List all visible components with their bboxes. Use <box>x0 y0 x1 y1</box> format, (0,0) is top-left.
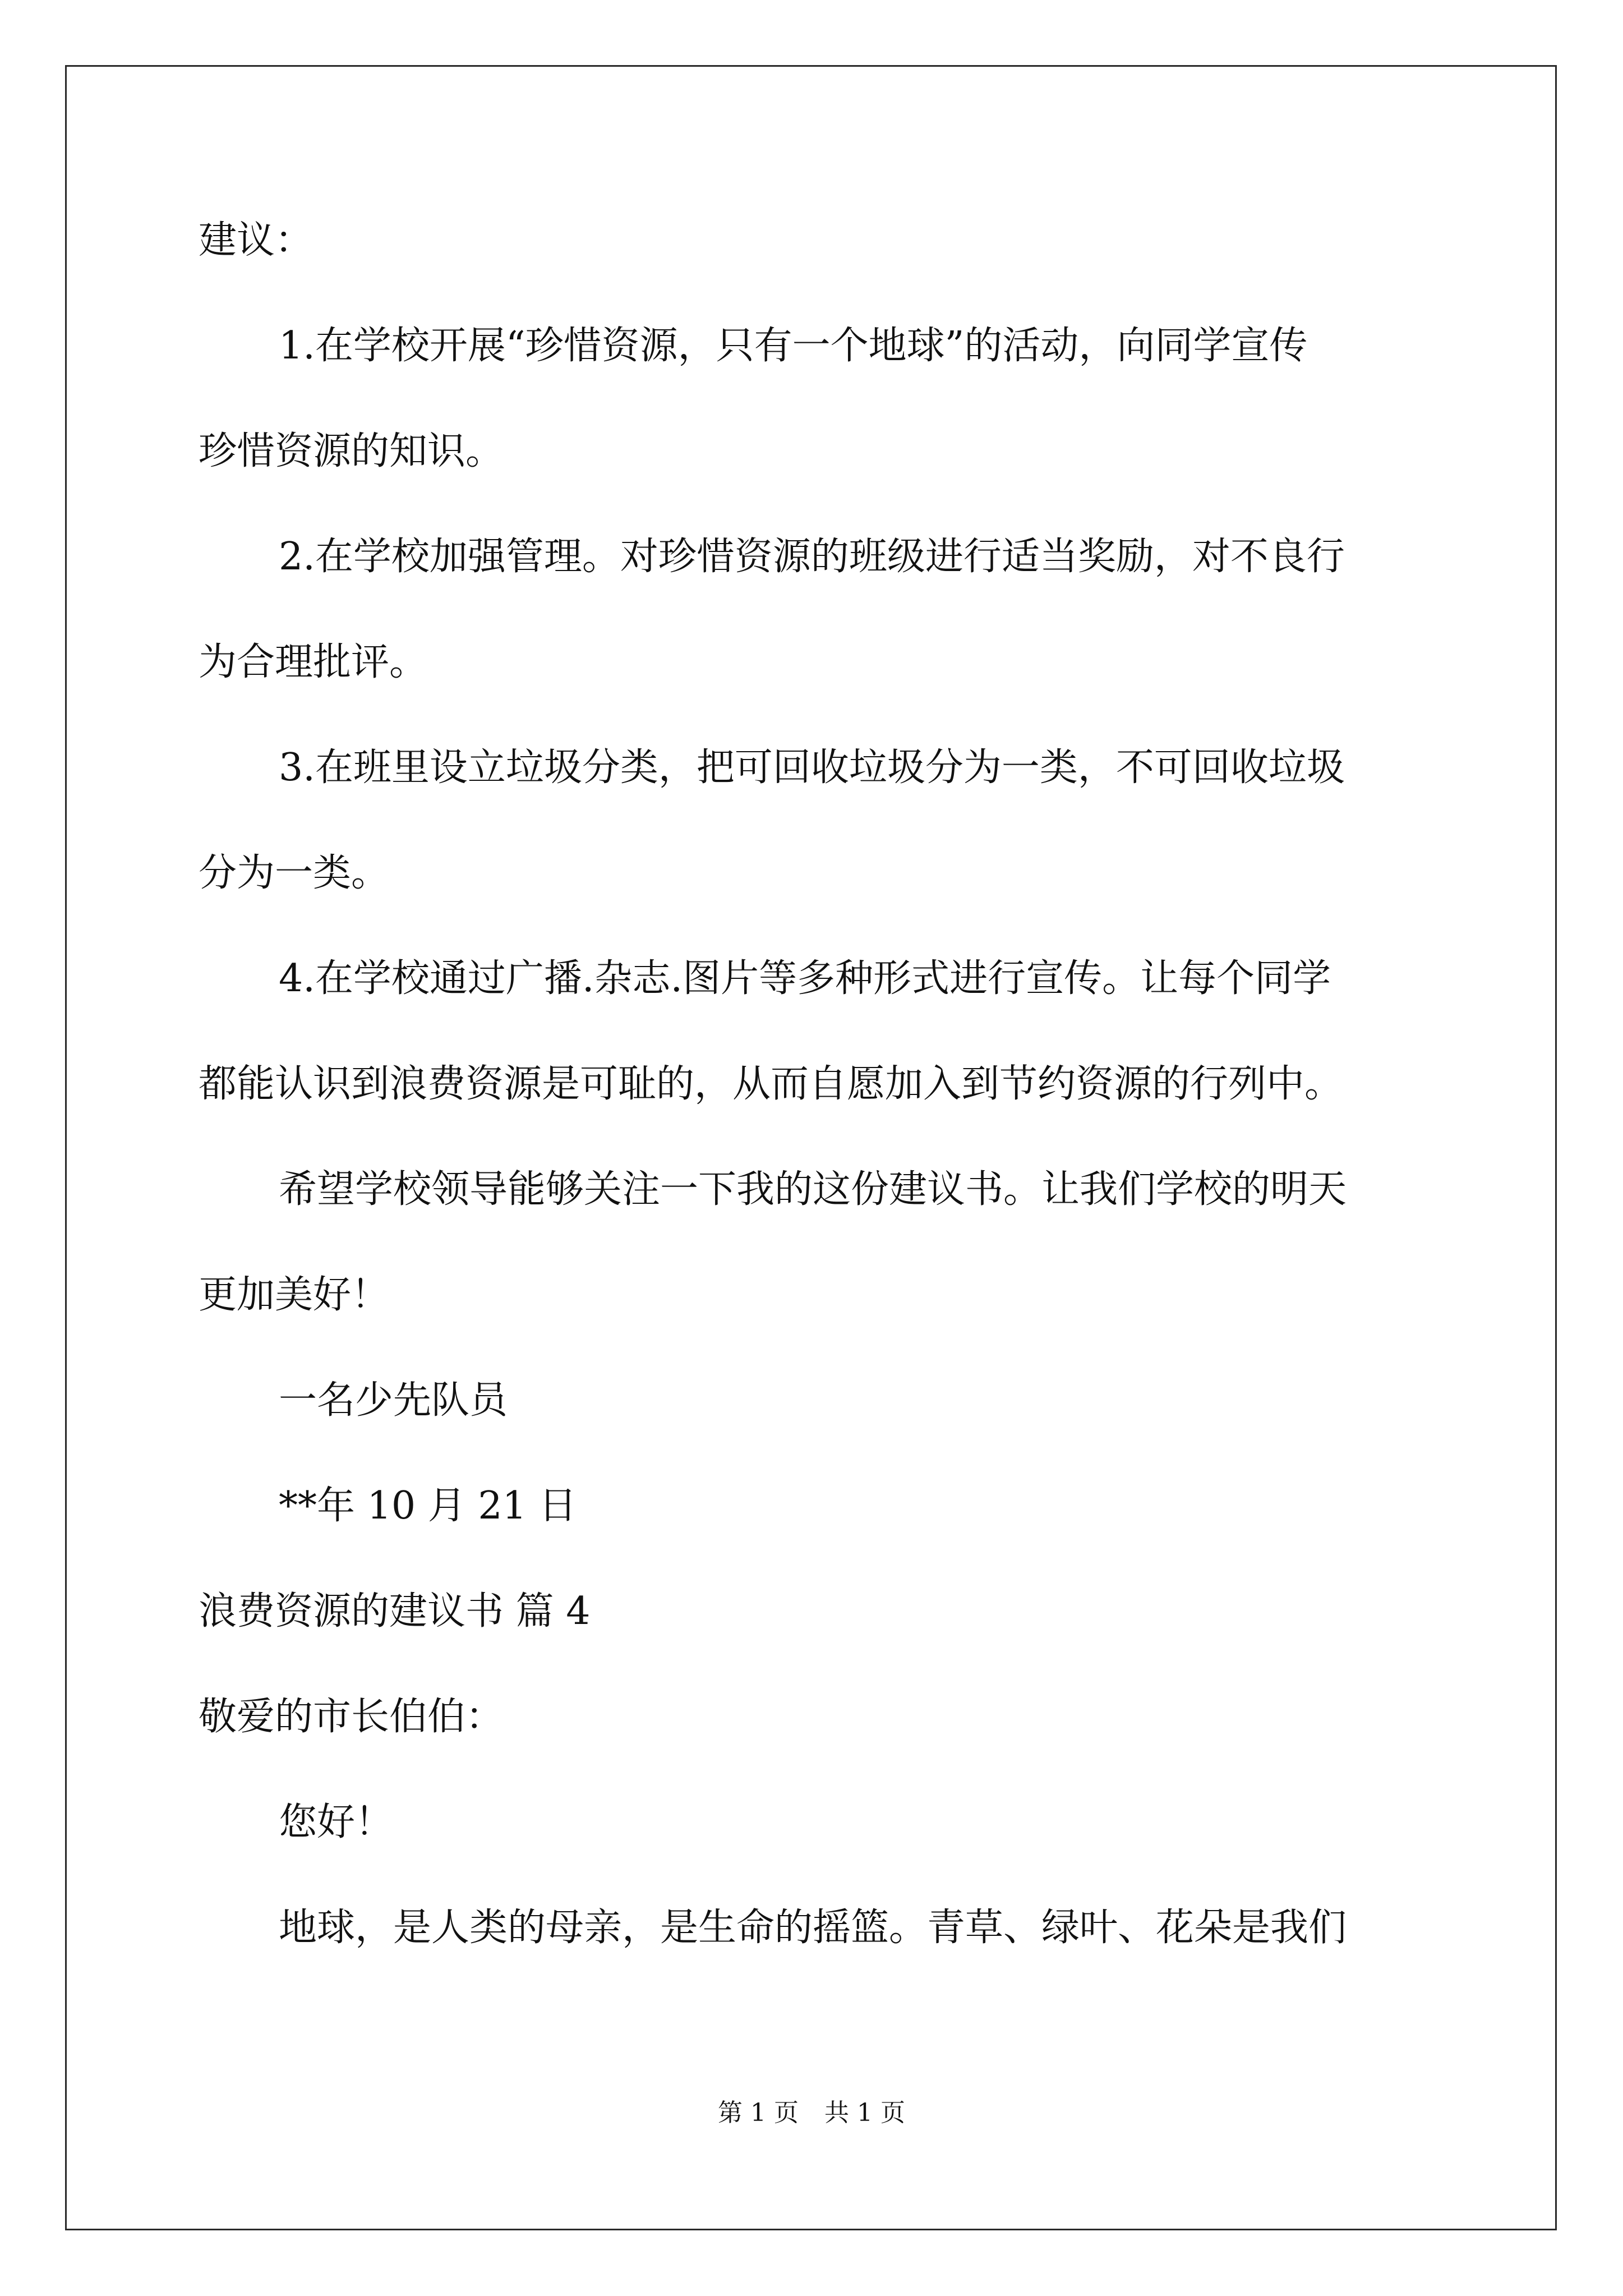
paragraph-line: 都能认识到浪费资源是可耻的，从而自愿加入到节约资源的行列中。 <box>199 1062 1343 1106</box>
page-footer <box>0 2101 1623 2125</box>
salutation-line: 敬爱的市长伯伯： <box>199 1695 504 1739</box>
paragraph-line: 更加美好！ <box>199 1273 390 1317</box>
greeting-line: 您好！ <box>279 1800 394 1844</box>
document-body <box>199 218 1432 2014</box>
paragraph-line: 4.在学校通过广播.杂志.图片等多种形式进行宣传。让每个同学 <box>279 956 1331 1001</box>
section-heading: 浪费资源的建议书 篇 4 <box>199 1589 591 1634</box>
date-line: **年 10 月 21 日 <box>279 1484 577 1528</box>
paragraph-line: 为合理批评。 <box>199 640 428 684</box>
paragraph-line: 3.在班里设立垃圾分类，把可回收垃圾分为一类，不可回收垃圾 <box>279 746 1345 790</box>
paragraph-line: 分为一类。 <box>199 851 390 895</box>
paragraph-line: 地球，是人类的母亲，是生命的摇篮。青草、绿叶、花朵是我们 <box>279 1906 1347 1950</box>
signature-line: 一名少先队员 <box>279 1378 508 1423</box>
paragraph-line: 珍惜资源的知识。 <box>199 429 504 473</box>
paragraph-line: 希望学校领导能够关注一下我的这份建议书。让我们学校的明天 <box>279 1167 1347 1212</box>
page-total: 共 1 页 <box>824 2099 905 2127</box>
paragraph-line: 1.在学校开展“珍惜资源，只有一个地球”的活动，向同学宣传 <box>279 324 1308 368</box>
page-number: 第 1 页 <box>718 2099 799 2127</box>
paragraph-line: 2.在学校加强管理。对珍惜资源的班级进行适当奖励，对不良行 <box>279 535 1345 579</box>
salutation-suggestion: 建议： <box>199 218 313 263</box>
